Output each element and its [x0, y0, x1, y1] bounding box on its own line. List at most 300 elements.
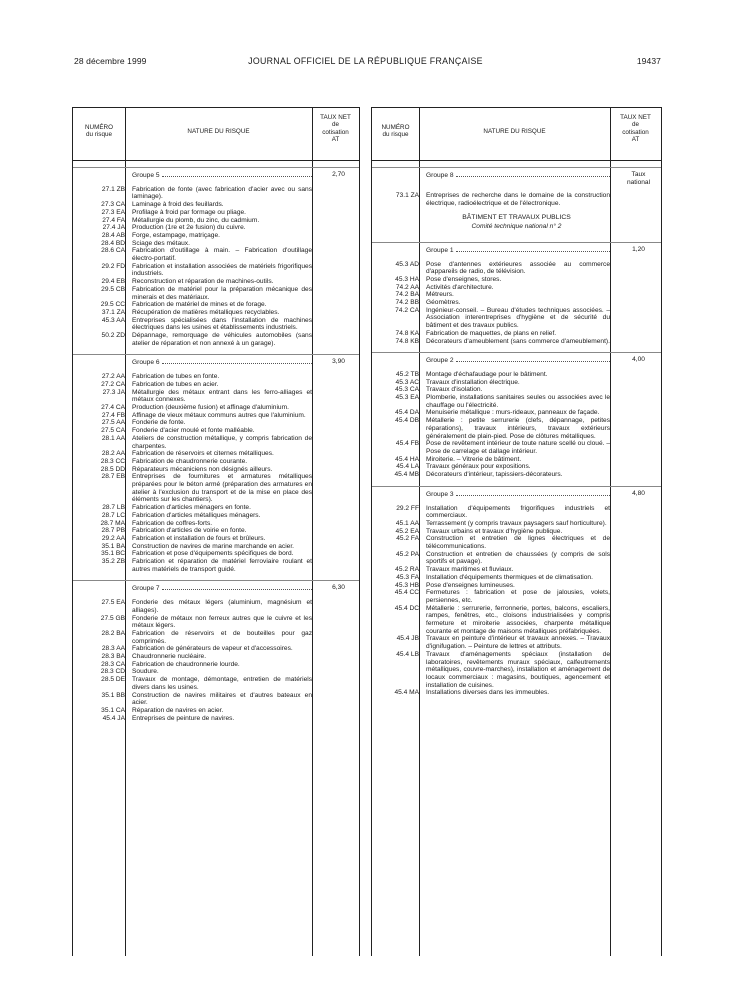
- risk-description: Fabrication et pose d'équipements spécifiques de bord.: [132, 550, 294, 558]
- risk-row: [73, 240, 359, 248]
- rate-cell: [613, 505, 664, 520]
- leader-dots: [456, 490, 611, 496]
- risk-row: [73, 217, 359, 225]
- rate-cell: [315, 715, 362, 723]
- rate-cell: [315, 615, 362, 630]
- risk-code: 28.2 AA: [101, 450, 125, 458]
- risk-description: Pose d'antennes extérieures associée au commerce d'appareils de radio, de télévision.: [426, 260, 610, 276]
- risk-description: Terrassement (y compris travaux paysagers sauf horticulture).: [426, 519, 607, 527]
- risk-code: 27.1 ZB: [101, 185, 125, 193]
- risk-code: 35.1 BB: [101, 691, 125, 699]
- rate-cell: [315, 301, 362, 309]
- risk-description: Fabrication de matériel pour la préparation mécanique des minerais et des matériaux.: [132, 285, 312, 301]
- group-rate: 6,30: [332, 584, 345, 592]
- rate-cell: [315, 332, 362, 347]
- group-row: [372, 242, 661, 255]
- risk-description: Fabrication et installation de fours et brûleurs.: [132, 534, 266, 542]
- risk-row: [372, 589, 661, 604]
- risk-code: 45.4 DB: [395, 417, 419, 425]
- group-row: [372, 486, 661, 499]
- risk-row: [372, 394, 661, 409]
- risk-code: 35.1 BA: [101, 542, 125, 550]
- risk-row: [372, 463, 661, 471]
- journal-title: JOURNAL OFFICIEL DE LA RÉPUBLIQUE FRANÇAISE: [248, 56, 483, 66]
- group-spacer: [372, 479, 661, 485]
- rate-cell: [613, 299, 664, 307]
- rate-cell: [613, 307, 664, 330]
- group-line: [426, 246, 610, 255]
- risk-row: [372, 505, 661, 520]
- column-header-numero: NUMÉRO du risque: [85, 124, 113, 139]
- rate-cell: [315, 630, 362, 645]
- rate-cell: [315, 309, 362, 317]
- risk-code: 74.2 BA: [395, 291, 419, 299]
- risk-description: Métallurgie des métaux entrant dans les ferro-alliages et métaux connexes.: [132, 388, 312, 404]
- group-line: [132, 584, 312, 593]
- group-line: [426, 356, 610, 365]
- risk-description: Travaux en peinture d'intérieur et travaux annexes. – Travaux d'ignifugation. – Peinture de lettres et attributs.: [426, 635, 610, 651]
- risk-code: 45.2 RA: [395, 566, 419, 574]
- group-row: [73, 580, 359, 593]
- risk-description: Travaux généraux pour expositions.: [426, 463, 531, 471]
- group-label: Groupe 6: [132, 359, 160, 367]
- risk-row: [372, 386, 661, 394]
- rate-cell: [315, 404, 362, 412]
- risk-description: Géomètres.: [426, 299, 461, 307]
- risk-code: 45.4 MA: [394, 689, 419, 697]
- risk-description: Travaux de montage, démontage, entretien de matériels divers dans les usines.: [132, 676, 312, 691]
- group-row: [372, 352, 661, 365]
- rate-cell: [315, 512, 362, 520]
- risk-row: [372, 566, 661, 574]
- rate-cell: [315, 427, 362, 435]
- group-spacer: [372, 345, 661, 351]
- rate-cell: [315, 317, 362, 332]
- risk-code: 29.2 FD: [101, 262, 125, 270]
- rate-cell: [613, 463, 664, 471]
- risk-code: 28.6 CA: [101, 247, 125, 255]
- risk-code: 45.4 DC: [394, 604, 419, 612]
- risk-description: Installations diverses dans les immeubles.: [426, 689, 550, 697]
- risk-code: 27.4 JA: [102, 224, 125, 232]
- risk-code: 45.3 HA: [395, 275, 419, 283]
- risk-code: 28.2 BA: [101, 629, 125, 637]
- rate-cell: [613, 566, 664, 574]
- risk-code: 28.3 CC: [100, 457, 125, 465]
- risk-row: [73, 473, 359, 504]
- risk-row: [372, 417, 661, 440]
- risk-description: Fabrication de tubes en acier.: [132, 380, 219, 388]
- risk-description: Forge, estampage, matriçage.: [132, 231, 220, 239]
- risk-code: 28.7 MA: [100, 519, 125, 527]
- risk-code: 28.3 AA: [101, 645, 125, 653]
- risk-row: [73, 615, 359, 630]
- rate-cell: [315, 224, 362, 232]
- risk-description: Fabrication de chaudronnerie lourde.: [132, 660, 240, 668]
- rate-cell: [315, 550, 362, 558]
- risk-description: Dépannage, remorquage de véhicules automobiles (sans atelier de réparation et non annexé à un garage).: [132, 332, 312, 347]
- leader-dots: [456, 356, 611, 362]
- risk-description: Entreprises de recherche dans le domaine de la construction électrique, radioélectrique et de l'électronique.: [426, 192, 610, 208]
- risk-code: 29.2 FF: [396, 504, 419, 512]
- risk-code: 45.3 FA: [396, 573, 419, 581]
- risk-code: 27.4 FB: [101, 411, 125, 419]
- group-row: [73, 167, 359, 180]
- risk-description: Décorateurs d'intérieur, tapissiers-décorateurs.: [426, 471, 563, 479]
- risk-description: Soudure.: [132, 668, 159, 676]
- risk-code: 35.1 CA: [101, 707, 125, 714]
- risk-code: 45.4 CC: [394, 589, 419, 597]
- risk-description: Installation d'équipements thermiques et de climatisation.: [426, 573, 593, 581]
- risk-row: [73, 535, 359, 543]
- risk-description: Entreprises spécialisées dans l'installation de machines électriques dans les usines et établissements industriels.: [132, 316, 312, 332]
- rate-cell: [613, 635, 664, 650]
- risk-description: Fermetures : fabrication et pose de jalousies, volets, persiennes, etc.: [426, 589, 610, 604]
- section-heading: BÂTIMENT ET TRAVAUX PUBLICS: [462, 213, 571, 221]
- group-label: Groupe 3: [426, 490, 454, 498]
- risk-code: 45.4 FB: [395, 440, 419, 448]
- rate-cell: [315, 217, 362, 225]
- leader-dots: [162, 358, 313, 364]
- risk-row: [372, 605, 661, 636]
- risk-code: 27.3 JA: [102, 388, 125, 396]
- risk-row: [372, 551, 661, 566]
- risk-row: [73, 558, 359, 573]
- risk-code: 28.5 DE: [101, 676, 125, 684]
- risk-description: Métreurs.: [426, 291, 454, 299]
- risk-code: 45.4 LB: [396, 650, 419, 658]
- risk-code: 73.1 ZA: [395, 192, 419, 200]
- risk-description: Pose d'enseignes, stores.: [426, 275, 502, 283]
- risk-description: Miroiterie. – Vitrerie de bâtiment.: [426, 455, 522, 463]
- risk-code: 28.3 BA: [101, 653, 125, 661]
- group-rate: 4,00: [632, 356, 645, 364]
- risk-row: [73, 278, 359, 286]
- risk-description: Montage d'échafaudage pour le bâtiment.: [426, 370, 548, 378]
- risk-description: Chaudronnerie nucléaire.: [132, 653, 207, 661]
- column-header-taux: TAUX NET de cotisation AT: [320, 114, 351, 144]
- group-rate: 1,20: [632, 245, 645, 253]
- risk-description: Fabrication de coffres-forts.: [132, 519, 213, 527]
- risk-row: [372, 574, 661, 582]
- risk-row: [372, 307, 661, 330]
- risk-description: Pose d'enseignes lumineuses.: [426, 581, 515, 589]
- risk-row: [73, 309, 359, 317]
- risk-row: [372, 338, 661, 346]
- group-spacer: [73, 347, 359, 353]
- rate-cell: [315, 209, 362, 217]
- risk-description: Entreprises de fournitures et armatures métalliques préparées pour le béton armé (préparation des armatures en atelier à l'exclusion du transport et de la mise en place des éléments sur les chantiers).: [132, 473, 312, 504]
- risk-code: 45.4 DA: [395, 409, 419, 417]
- risk-description: Ingénieur-conseil. – Bureau d'études techniques associées. – Association interentreprises d'hygiène et de sécurité du bâtiment et des travaux publics.: [426, 306, 610, 330]
- rate-cell: [613, 582, 664, 590]
- risk-code: 27.3 EA: [101, 208, 125, 216]
- risk-row: [73, 466, 359, 474]
- risk-description: Travaux d'aménagements spéciaux (installation de laboratoires, revêtements muraux spéciaux, calfeutrements métalliques, couvre-marches), installation et aménagement de locaux commerciaux : magasins, boutiques, agencement et installation de cuisines.: [426, 650, 610, 689]
- risk-code: 28.5 DD: [100, 465, 125, 473]
- group-rate: 2,70: [332, 171, 345, 178]
- risk-row: [372, 471, 661, 479]
- page-number: 19437: [636, 56, 661, 66]
- risk-row: [73, 661, 359, 669]
- risk-row: [73, 435, 359, 450]
- risk-code: 27.5 GB: [100, 614, 125, 622]
- risk-row: [73, 676, 359, 691]
- risk-row: [73, 332, 359, 347]
- risk-code: 45.3 AD: [395, 260, 419, 268]
- risk-row: [73, 450, 359, 458]
- rate-cell: [315, 412, 362, 420]
- risk-description: Fabrication et réparation de matériel ferroviaire roulant et autres matériels de transport guidé.: [132, 558, 312, 573]
- risk-description: Pose de revêtement intérieur de toute nature scellé ou cloué. – Pose de carrelage et dallage intérieur.: [426, 440, 610, 455]
- risk-code: 28.7 PB: [101, 527, 125, 535]
- risk-description: Fonderie de métaux non ferreux autres que le cuivre et les métaux légers.: [132, 614, 312, 630]
- rate-cell: [613, 471, 664, 479]
- rate-cell: [315, 458, 362, 466]
- leader-dots: [162, 584, 313, 590]
- risk-row: [73, 301, 359, 309]
- risk-description: Fabrication de matériel de mines et de forage.: [132, 301, 267, 309]
- risk-description: Construction de navires militaires et d'autres bateaux en acier.: [132, 691, 312, 707]
- rate-cell: [613, 440, 664, 455]
- rows-right: [372, 166, 661, 697]
- group-rate: 3,90: [332, 358, 345, 366]
- rate-cell: [315, 450, 362, 458]
- risk-row: [372, 582, 661, 590]
- risk-code: 74.2 CA: [395, 306, 419, 314]
- group-line: [426, 171, 610, 180]
- risk-description: Fabrication de réservoirs et de bouteilles pour gaz comprimés.: [132, 629, 312, 645]
- rate-cell: [613, 551, 664, 566]
- rate-cell: [315, 645, 362, 653]
- risk-description: Fabrication de tubes en fonte.: [132, 373, 220, 381]
- group-spacer: [73, 573, 359, 579]
- risk-code: 27.3 CA: [101, 201, 125, 209]
- rate-cell: [315, 527, 362, 535]
- risk-code: 28.4 BD: [101, 239, 125, 247]
- risk-description: Fabrication d'articles métalliques ménagers.: [132, 511, 261, 519]
- risk-row: [372, 689, 661, 697]
- rate-cell: [315, 504, 362, 512]
- risk-row: [372, 520, 661, 528]
- risk-row: [73, 209, 359, 217]
- risk-row: [73, 715, 359, 723]
- risk-row: [73, 232, 359, 240]
- risk-description: Construction et entretien de lignes électriques et de télécommunications.: [426, 535, 610, 551]
- group-code-cell: [372, 243, 422, 255]
- risk-code: 28.7 EB: [101, 473, 125, 481]
- risk-row: [372, 284, 661, 292]
- rate-cell: [315, 661, 362, 669]
- risk-row: [73, 692, 359, 707]
- risk-code: 28.3 CA: [101, 660, 125, 668]
- risk-row: [73, 707, 359, 715]
- risk-code: 28.4 AB: [101, 231, 125, 239]
- risk-row: [73, 645, 359, 653]
- rate-cell: [613, 605, 664, 636]
- column-header-nature: NATURE DU RISQUE: [187, 128, 250, 135]
- risk-code: 28.7 LC: [101, 511, 125, 519]
- rate-cell: [315, 232, 362, 240]
- risk-row: [73, 512, 359, 520]
- group-label-cell: [422, 353, 613, 365]
- risk-row: [73, 427, 359, 435]
- rate-cell: [613, 338, 664, 346]
- risk-description: Travaux maritimes et fluviaux.: [426, 566, 514, 574]
- leader-dots: [456, 171, 611, 177]
- rate-cell: [315, 520, 362, 528]
- rate-cell: [315, 543, 362, 551]
- risk-row: [73, 381, 359, 389]
- risk-code: 45.2 EA: [395, 527, 419, 535]
- risk-row: [73, 263, 359, 278]
- rate-cell: [315, 653, 362, 661]
- group-label: Groupe 2: [426, 357, 454, 365]
- rate-cell: [315, 263, 362, 278]
- leader-dots: [162, 171, 313, 177]
- group-label-cell: [422, 168, 613, 186]
- risk-description: Métallerie : serrurerie, ferronnerie, portes, balcons, escaliers, rampes, fenêtres, etc., cloisons industrialisées y compris fermeture et miroiterie associées, charpente métallique courante et montage de maisons métalliques préfabriquées.: [426, 604, 610, 635]
- risk-description: Métallerie : petite serrurerie (clefs, dépannage, petites réparations), travaux intérieurs, travaux extérieurs généralement de plain-pied. Pose de clôtures métalliques.: [426, 417, 610, 440]
- risk-code: 27.4 FA: [102, 216, 125, 224]
- risk-row: [372, 379, 661, 387]
- rate-cell: [613, 535, 664, 550]
- rate-cell: [315, 381, 362, 389]
- risk-row: [73, 550, 359, 558]
- risk-code: 45.3 EA: [395, 394, 419, 402]
- risk-description: Affinage de vieux métaux communs autres que l'aluminium.: [132, 411, 306, 419]
- risk-description: Fonderie de fonte.: [132, 419, 186, 427]
- risk-row: [73, 389, 359, 404]
- risk-row: [73, 373, 359, 381]
- rate-cell: [613, 589, 664, 604]
- rate-cell: [613, 394, 664, 409]
- group-label: Groupe 7: [132, 585, 160, 593]
- risk-description: Fabrication de générateurs de vapeur et d'accessoires.: [132, 645, 293, 653]
- risk-code: 45.3 HB: [395, 581, 419, 589]
- risk-code: 45.4 JB: [396, 635, 419, 643]
- rate-cell: [315, 201, 362, 209]
- rate-cell: [315, 692, 362, 707]
- risk-row: [73, 224, 359, 232]
- rate-cell: [315, 466, 362, 474]
- risk-description: Métallurgie du plomb, du zinc, du cadmium.: [132, 216, 260, 224]
- group-row: [372, 167, 661, 186]
- rate-cell: [613, 520, 664, 528]
- risk-description: Menuiserie métallique : murs-rideaux, panneaux de façade.: [426, 409, 600, 417]
- rate-cell: [613, 379, 664, 387]
- column-header-nature: NATURE DU RISQUE: [483, 128, 546, 135]
- rate-cell: [315, 278, 362, 286]
- group-rate: Taux national: [626, 171, 651, 186]
- risk-description: Réparation de navires en acier.: [132, 707, 224, 714]
- rate-cell: [315, 668, 362, 676]
- risk-description: Installation d'équipements frigorifiques industriels et commerciaux.: [426, 504, 610, 520]
- risk-row: [372, 456, 661, 464]
- group-label: Groupe 8: [426, 172, 454, 179]
- rate-cell: [613, 417, 664, 440]
- group-code-cell: [73, 168, 128, 180]
- risk-row: [372, 276, 661, 284]
- rate-cell: [315, 286, 362, 301]
- risk-row: [372, 528, 661, 536]
- group-code-cell: [73, 581, 128, 593]
- group-code-cell: [73, 355, 128, 367]
- rate-cell: [613, 330, 664, 338]
- risk-code: 45.2 FA: [396, 535, 419, 543]
- risk-description: Travaux urbains et travaux d'hygiène publique.: [426, 527, 563, 535]
- risk-description: Reconstruction et réparation de machines-outils.: [132, 278, 274, 286]
- risk-code: 74.8 KB: [395, 337, 419, 345]
- risk-code: 74.2 AA: [395, 283, 419, 291]
- risk-code: 35.2 ZB: [101, 558, 125, 566]
- risk-row: [73, 412, 359, 420]
- risk-row: [372, 192, 661, 207]
- rate-cell: [315, 247, 362, 262]
- risk-description: Fabrication de maquettes, de plans en relief.: [426, 329, 557, 337]
- risk-row: [73, 527, 359, 535]
- risk-description: Fonderie d'acier moulé et fonte malléable.: [132, 427, 255, 435]
- risk-row: [73, 404, 359, 412]
- risk-code: 29.4 EB: [101, 278, 125, 286]
- risk-description: Ateliers de construction métallique, y compris fabrication de charpentes.: [132, 434, 312, 450]
- group-label-cell: [128, 168, 315, 180]
- risk-code: 27.5 AA: [101, 419, 125, 427]
- risk-row: [372, 409, 661, 417]
- risk-description: Construction et entretien de chaussées (y compris de sols sportifs et pavage).: [426, 550, 610, 566]
- rate-cell: [315, 435, 362, 450]
- risk-code: 45.4 MB: [394, 471, 419, 479]
- rate-cell: [315, 707, 362, 715]
- risk-code: 27.2 AA: [101, 373, 125, 381]
- rate-cell: [315, 419, 362, 427]
- risk-description: Fabrication et installation associées de matériels frigorifiques industriels.: [132, 262, 312, 278]
- risk-description: Laminage à froid des feuillards.: [132, 201, 224, 209]
- risk-row: [73, 520, 359, 528]
- rate-cell: [613, 192, 664, 207]
- rate-cell: [613, 261, 664, 276]
- rate-cell: [613, 574, 664, 582]
- risk-code: 74.8 KA: [395, 329, 419, 337]
- risk-code: 45.2 TB: [396, 370, 419, 378]
- rate-cell: [315, 473, 362, 504]
- risk-description: Plomberie, installations sanitaires seules ou associées avec le chauffage ou l'électricité.: [426, 394, 610, 409]
- risk-table-left: [72, 107, 360, 956]
- risk-code: 28.1 AA: [101, 434, 125, 442]
- risk-code: 45.2 PA: [396, 550, 419, 558]
- rate-cell: [315, 676, 362, 691]
- risk-description: Production (1re et 2e fusion) du cuivre.: [132, 224, 246, 232]
- risk-row: [73, 186, 359, 201]
- group-label: Groupe 1: [426, 246, 454, 254]
- risk-code: 74.2 BB: [395, 299, 419, 307]
- group-code-cell: [372, 353, 422, 365]
- rate-cell: [613, 651, 664, 690]
- risk-row: [73, 201, 359, 209]
- leader-dots: [456, 246, 611, 252]
- risk-code: 45.4 HA: [395, 455, 419, 463]
- risk-code: 29.2 AA: [101, 534, 125, 542]
- group-line: [426, 490, 610, 499]
- group-code-cell: [372, 168, 422, 186]
- risk-description: Fabrication d'articles de voirie en fonte.: [132, 527, 247, 535]
- rate-cell: [315, 373, 362, 381]
- group-label-cell: [128, 581, 315, 593]
- group-label-cell: [422, 243, 613, 255]
- risk-description: Profilage à froid par formage ou pliage.: [132, 208, 246, 216]
- risk-code: 28.7 LB: [102, 504, 125, 512]
- group-label: Groupe 5: [132, 172, 160, 179]
